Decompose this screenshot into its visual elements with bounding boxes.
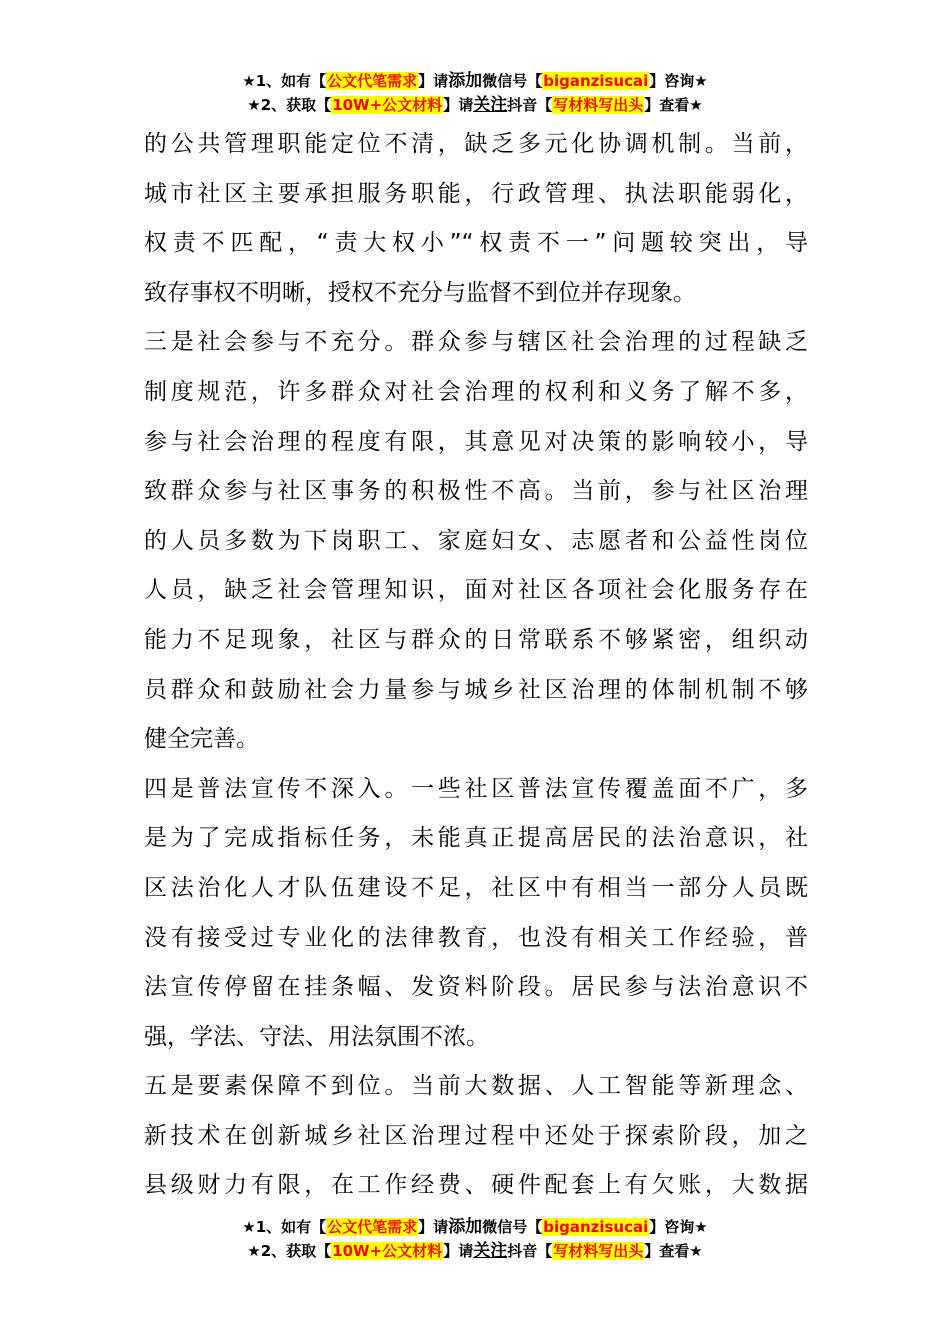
banner-wechat-id: biganzisucai (543, 72, 649, 90)
text-line: 权责不匹配，“责大权小”“权责不一”问题较突出，导 (144, 230, 808, 257)
text-line: 致存事权不明晰，授权不充分与监督不到位并存现象。 (144, 279, 696, 306)
text-line: 区法治化人才队伍建设不足，社区中有相当一部分人员既 (144, 874, 808, 901)
banner-emphasis: 关注 (473, 1241, 508, 1261)
banner-text: 】咨询★ (649, 1218, 708, 1236)
text-line: 城市社区主要承担服务职能，行政管理、执法职能弱化， (144, 180, 808, 207)
text-line: 致群众参与社区事务的积极性不高。当前，参与社区治理 (144, 478, 808, 505)
banner-highlight: 10W+公文材料 (332, 1242, 443, 1260)
banner-text: 抖音【 (507, 96, 553, 114)
paragraph (144, 120, 808, 318)
banner-text: 】查看★ (644, 1242, 703, 1260)
banner-text: ★2、获取【 (247, 1242, 332, 1260)
text-line: 人员，缺乏社会管理知识，面对社区各项社会化服务存在 (144, 577, 808, 604)
text-line: 是为了完成指标任务，未能真正提高居民的法治意识，社 (144, 825, 808, 852)
text-line: 的人员多数为下岗职工、家庭妇女、志愿者和公益性岗位 (144, 527, 808, 554)
banner-text: ★1、如有【 (242, 72, 327, 90)
banner-line-1 (0, 69, 950, 93)
text-line: 新技术在创新城乡社区治理过程中还处于探索阶段，加之 (144, 1122, 808, 1149)
banner-douyin-id: 写材料写出头 (553, 1242, 644, 1260)
banner-text: 】请 (443, 96, 474, 114)
text-line: 法宣传停留在挂条幅、发资料阶段。居民参与法治意识不 (144, 974, 808, 1001)
header-banner (0, 69, 950, 117)
banner-emphasis: 关注 (473, 95, 508, 115)
text-line: 健全完善。 (144, 726, 259, 753)
text-line: 强，学法、守法、用法氛围不浓。 (144, 1023, 489, 1050)
banner-highlight: 公文代笔需求 (327, 1218, 418, 1236)
banner-highlight: 公文代笔需求 (327, 72, 418, 90)
text-line: 的公共管理职能定位不清，缺乏多元化协调机制。当前， (144, 131, 808, 157)
banner-text: 抖音【 (507, 1242, 553, 1260)
banner-text: 】咨询★ (649, 72, 708, 90)
document-body (144, 120, 808, 1211)
banner-text: ★2、获取【 (247, 96, 332, 114)
banner-emphasis: 添加 (448, 71, 483, 91)
text-line: 参与社会治理的程度有限，其意见对决策的影响较小，导 (144, 428, 808, 455)
banner-text: 】请 (443, 1242, 474, 1260)
banner-line-2 (0, 1239, 950, 1263)
text-line: 员群众和鼓励社会力量参与城乡社区治理的体制机制不够 (144, 676, 808, 703)
text-line: 五是要素保障不到位。当前大数据、人工智能等新理念、 (144, 1073, 808, 1100)
text-line: 三是社会参与不充分。群众参与辖区社会治理的过程缺乏 (144, 329, 808, 356)
banner-text: 微信号【 (482, 1218, 543, 1236)
banner-emphasis: 添加 (448, 1217, 483, 1237)
banner-douyin-id: 写材料写出头 (553, 96, 644, 114)
text-line: 制度规范，许多群众对社会治理的权利和义务了解不多， (144, 378, 808, 405)
text-line: 能力不足现象，社区与群众的日常联系不够紧密，组织动 (144, 626, 808, 653)
paragraph (144, 318, 808, 764)
banner-text: 微信号【 (482, 72, 543, 90)
text-line: 县级财力有限，在工作经费、硬件配套上有欠账，大数据 (144, 1172, 808, 1199)
banner-text: 】查看★ (644, 96, 703, 114)
banner-text: 】请 (418, 1218, 449, 1236)
banner-text: ★1、如有【 (242, 1218, 327, 1236)
banner-line-1 (0, 1215, 950, 1239)
text-line: 没有接受过专业化的法律教育，也没有相关工作经验，普 (144, 924, 808, 951)
banner-wechat-id: biganzisucai (543, 1218, 649, 1236)
banner-highlight: 10W+公文材料 (332, 96, 443, 114)
banner-text: 】请 (418, 72, 449, 90)
banner-line-2 (0, 93, 950, 117)
paragraph (144, 1062, 808, 1211)
text-line: 四是普法宣传不深入。一些社区普法宣传覆盖面不广，多 (144, 775, 808, 802)
footer-banner (0, 1215, 950, 1263)
paragraph (144, 765, 808, 1063)
